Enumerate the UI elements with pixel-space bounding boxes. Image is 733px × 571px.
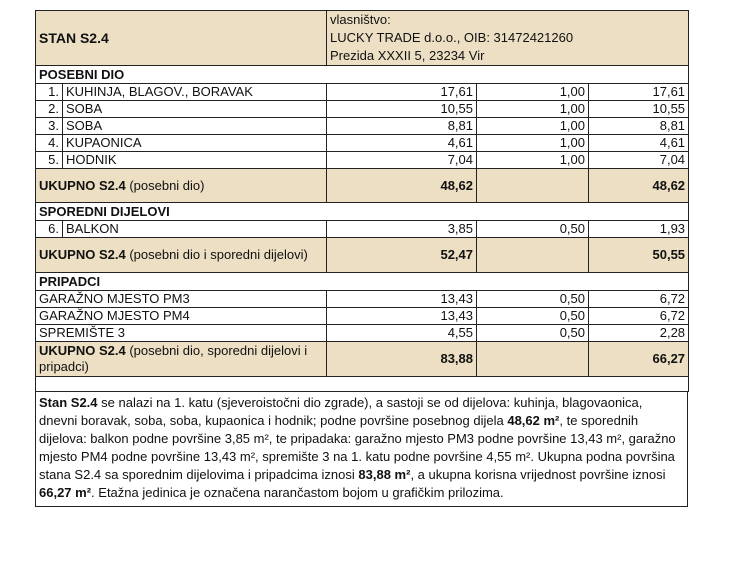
total-row: [36, 342, 689, 377]
row-result: 10,55: [589, 101, 689, 118]
row-name: HODNIK: [63, 152, 327, 169]
apartment-sheet: [35, 10, 688, 507]
total-label-rest: (posebni dio, sporedni dijelovi i pripadci): [39, 343, 308, 374]
owner-name: LUCKY TRADE d.o.o., OIB: 31472421260: [330, 30, 574, 45]
row-coefficient: 0,50: [477, 291, 589, 308]
row-coefficient: 0,50: [477, 221, 589, 238]
row-coefficient: 1,00: [477, 101, 589, 118]
section-heading-pripadci: PRIPADCI: [36, 273, 689, 291]
table-row: [36, 118, 689, 135]
row-area: 8,81: [327, 118, 477, 135]
row-name: GARAŽNO MJESTO PM4: [36, 308, 327, 325]
row-name: KUHINJA, BLAGOV., BORAVAK: [63, 84, 327, 101]
total-label-bold: UKUPNO S2.4: [39, 247, 126, 262]
desc-area-useful: 66,27 m²: [39, 485, 92, 500]
row-index: 2.: [36, 101, 63, 118]
sporedni-rows: [36, 221, 689, 238]
total-coef-empty: [477, 169, 589, 203]
total-area-posebni: 48,62: [327, 169, 477, 203]
row-area: 7,04: [327, 152, 477, 169]
row-area: 3,85: [327, 221, 477, 238]
row-result: 8,81: [589, 118, 689, 135]
row-area: 13,43: [327, 308, 477, 325]
row-result: 7,04: [589, 152, 689, 169]
desc-text-3: , a ukupna korisna vrijednost površine iznosi: [410, 467, 666, 482]
total-row: [36, 169, 689, 203]
desc-unit-name: Stan S2.4: [39, 395, 98, 410]
total-coef-empty: [477, 238, 589, 273]
row-coefficient: 1,00: [477, 118, 589, 135]
total-label-sporedni: [36, 238, 327, 273]
total-result-sporedni: 50,55: [589, 238, 689, 273]
total-result-posebni: 48,62: [589, 169, 689, 203]
section-heading-row: [36, 203, 689, 221]
row-area: 4,55: [327, 325, 477, 342]
desc-text-2: , te sporednih dijelova: balkon podne površine 3,85 m², te pripadaka: garažno mjesto PM3 podne površine 13,43 m², garažno mjesto PM4 podne površine 13,43 m², spremište 3 na 1. katu podne površine 4,55 m². Ukupna podna površina stana S2.4 sa sporednim dijelovima i pripadcima iznosi: [39, 413, 676, 482]
row-result: 6,72: [589, 308, 689, 325]
total-label-posebni: [36, 169, 327, 203]
row-index: 3.: [36, 118, 63, 135]
area-table: [35, 10, 689, 392]
row-area: 17,61: [327, 84, 477, 101]
row-result: 6,72: [589, 291, 689, 308]
total-label-bold: UKUPNO S2.4: [39, 177, 126, 193]
total-area-sporedni: 52,47: [327, 238, 477, 273]
row-index: 6.: [36, 221, 63, 238]
row-name: KUPAONICA: [63, 135, 327, 152]
row-result: 2,28: [589, 325, 689, 342]
desc-text-1: se nalazi na 1. katu (sjeveroistočni dio zgrade), a sastoji se od dijelova: kuhinja, blagovaonica, dnevni boravak, soba, soba, kupaonica i hodnik; podne površine posebnog dijela: [39, 395, 643, 428]
row-name: GARAŽNO MJESTO PM3: [36, 291, 327, 308]
row-index: 1.: [36, 84, 63, 101]
row-coefficient: 1,00: [477, 152, 589, 169]
table-row: [36, 221, 689, 238]
spacer-row: [36, 377, 689, 392]
row-area: 13,43: [327, 291, 477, 308]
table-row: [36, 308, 689, 325]
section-heading-sporedni: SPOREDNI DIJELOVI: [36, 203, 689, 221]
row-name: BALKON: [63, 221, 327, 238]
table-row: [36, 101, 689, 118]
spacer-cell: [36, 377, 689, 392]
total-label-bold: UKUPNO S2.4: [39, 343, 126, 358]
unit-title: STAN S2.4: [36, 11, 327, 66]
desc-area-posebni: 48,62 m²: [507, 413, 560, 428]
description-paragraph: [35, 392, 688, 507]
total-coef-empty: [477, 342, 589, 377]
row-result: 17,61: [589, 84, 689, 101]
total-label-rest: (posebni dio i sporedni dijelovi): [125, 247, 308, 262]
row-coefficient: 0,50: [477, 308, 589, 325]
total-label-pripadci: [36, 342, 327, 377]
row-coefficient: 1,00: [477, 135, 589, 152]
row-area: 10,55: [327, 101, 477, 118]
posebni-rows: [36, 84, 689, 169]
section-heading-row: [36, 66, 689, 84]
table-row: [36, 84, 689, 101]
total-area-pripadci: 83,88: [327, 342, 477, 377]
owner-label: vlasništvo:: [330, 12, 391, 27]
row-index: 5.: [36, 152, 63, 169]
row-name: SPREMIŠTE 3: [36, 325, 327, 342]
header-row: [36, 11, 689, 66]
section-heading-row: [36, 273, 689, 291]
table-row: [36, 135, 689, 152]
total-label-rest: (posebni dio): [125, 177, 205, 193]
desc-area-total: 83,88 m²: [358, 467, 411, 482]
total-row: [36, 238, 689, 273]
row-name: SOBA: [63, 101, 327, 118]
row-result: 1,93: [589, 221, 689, 238]
total-result-pripadci: 66,27: [589, 342, 689, 377]
owner-address: Prezida XXXII 5, 23234 Vir: [330, 48, 485, 63]
table-row: [36, 291, 689, 308]
row-name: SOBA: [63, 118, 327, 135]
row-area: 4,61: [327, 135, 477, 152]
row-coefficient: 0,50: [477, 325, 589, 342]
table-row: [36, 325, 689, 342]
owner-block: [327, 11, 689, 66]
row-index: 4.: [36, 135, 63, 152]
desc-text-4: . Etažna jedinica je označena narančastom bojom u grafičkim prilozima.: [91, 485, 504, 500]
section-heading-posebni: POSEBNI DIO: [36, 66, 689, 84]
row-coefficient: 1,00: [477, 84, 589, 101]
pripadci-rows: [36, 291, 689, 342]
table-row: [36, 152, 689, 169]
row-result: 4,61: [589, 135, 689, 152]
